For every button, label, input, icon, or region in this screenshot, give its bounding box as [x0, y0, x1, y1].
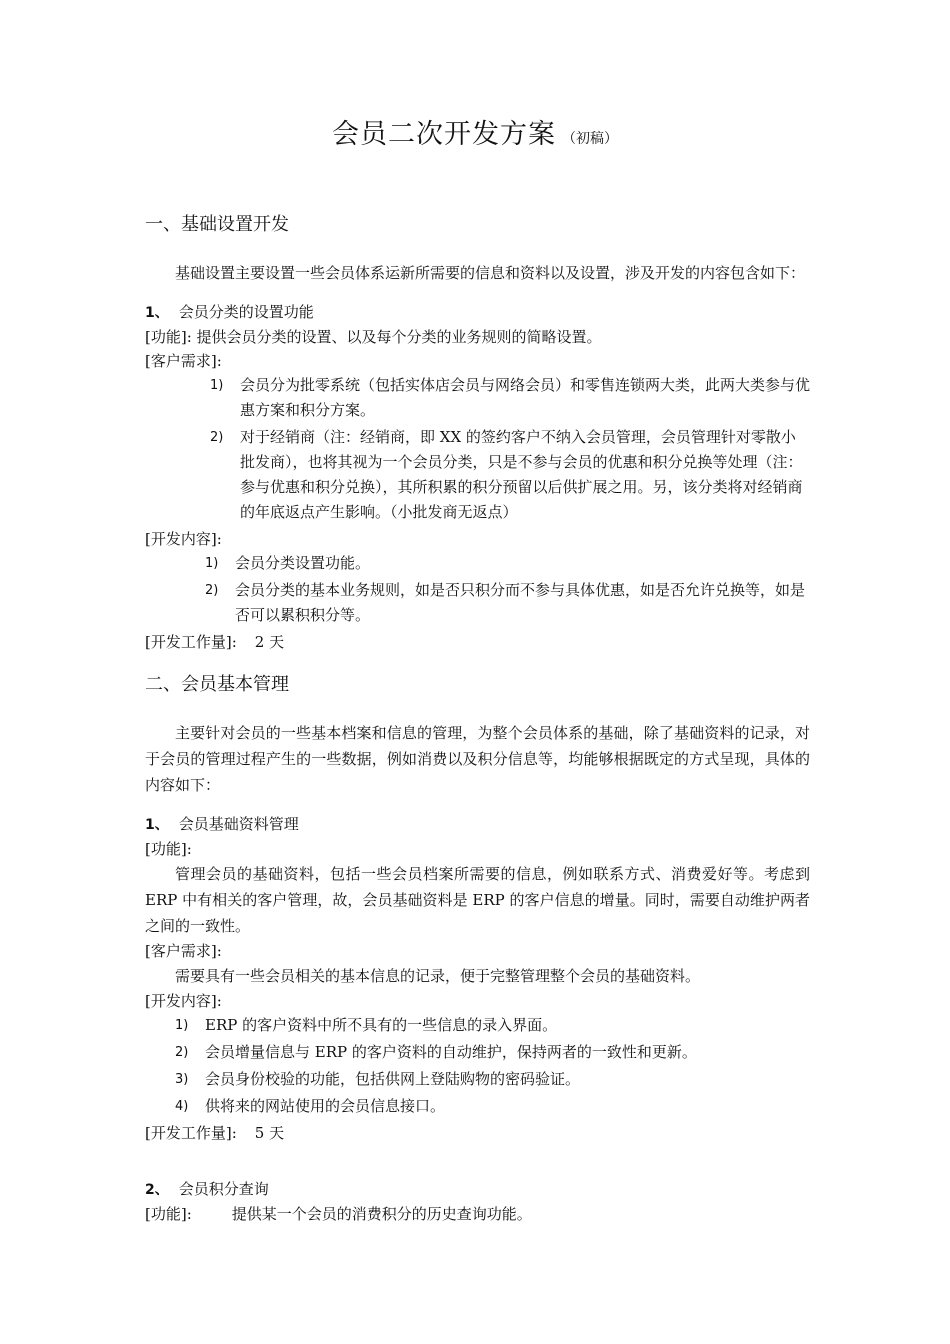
list-item-text: 会员身份校验的功能，包括供网上登陆购物的密码验证。: [205, 1070, 581, 1088]
list-marker: 1): [175, 1018, 189, 1033]
list-item: [145, 425, 810, 525]
list-item: [145, 373, 810, 423]
workload-label: [开发工作量]:: [145, 633, 237, 651]
workload-label: [开发工作量]:: [145, 1124, 237, 1142]
list-item: [145, 551, 810, 576]
section1-sub1-dev-label: [开发内容]:: [145, 530, 222, 548]
list-item: [145, 1040, 810, 1065]
list-item-text: ERP 的客户资料中所不具有的一些信息的录入界面。: [205, 1016, 558, 1034]
section2-sub1-dev-list: [145, 1013, 810, 1119]
title-draft-note: （初稿）: [562, 131, 618, 147]
section2-sub1-dev-label: [开发内容]:: [145, 992, 222, 1010]
list-item-text: 供将来的网站使用的会员信息接口。: [205, 1097, 446, 1115]
document-body: [145, 212, 810, 1226]
list-item-text: 会员分类的基本业务规则，如是否只积分而不参与具体优惠，如是否允许兑换等，如是否可以累积积分等。: [235, 581, 806, 624]
section2-sub1-heading: [145, 812, 810, 837]
list-item: [145, 1013, 810, 1038]
section2-sub2-title: 会员积分查询: [178, 1180, 269, 1198]
list-item-text: 会员增量信息与 ERP 的客户资料的自动维护，保持两者的一致性和更新。: [205, 1043, 697, 1061]
section2-sub2-function: 提供某一个会员的消费积分的历史查询功能。: [231, 1205, 532, 1223]
list-item-text: 对于经销商（注：经销商，即 XX 的签约客户不纳入会员管理，会员管理针对零散小批发商），也将其视为一个会员分类，只是不参与会员的优惠和积分兑换等处理（注：参与优惠和积分兑换），其所积累的积分预留以后供扩展之用。另，该分类将对经销商的年底返点产生影响。（小批发商无返点）: [240, 428, 803, 521]
list-marker: 1): [205, 556, 219, 571]
workload-value: 5 天: [254, 1124, 285, 1142]
title-main: 会员二次开发方案: [332, 119, 556, 150]
section2-sub1-req: 需要具有一些会员相关的基本信息的记录，便于完整管理整个会员的基础资料。: [175, 967, 701, 985]
section1-sub1-function: [功能]: 提供会员分类的设置、以及每个分类的业务规则的简略设置。: [145, 328, 602, 346]
section1-sub1-heading: [145, 300, 810, 325]
document-title: [0, 112, 950, 151]
section1-sub1-req-label: [客户需求]:: [145, 352, 222, 370]
list-marker: 2): [175, 1045, 189, 1060]
list-marker: 2): [210, 430, 224, 445]
list-item-text: 会员分为批零系统（包括实体店会员与网络会员）和零售连锁两大类，此两大类参与优惠方案和积分方案。: [240, 376, 811, 419]
section2-intro: 主要针对会员的一些基本档案和信息的管理，为整个会员体系的基础，除了基础资料的记录，对于会员的管理过程产生的一些数据，例如消费以及积分信息等，均能够根据既定的方式呈现，具体的内容如下：: [145, 724, 810, 794]
section2-sub1-workload: [145, 1121, 810, 1145]
list-item-text: 会员分类设置功能。: [235, 554, 371, 572]
list-item: [145, 1067, 810, 1092]
section2-sub2-function-line: [145, 1202, 810, 1226]
workload-value: 2 天: [254, 633, 285, 651]
list-marker: 3): [175, 1072, 189, 1087]
section1-heading: 一、基础设置开发: [145, 214, 289, 235]
section1-sub1-workload: [145, 630, 810, 654]
section1-intro: 基础设置主要设置一些会员体系运新所需要的信息和资料以及设置，涉及开发的内容包含如下：: [175, 264, 806, 282]
section2-sub1-title: 会员基础资料管理: [178, 815, 299, 833]
section2-sub2-function-label: [功能]:: [145, 1205, 192, 1223]
section2-sub1-function: 管理会员的基础资料，包括一些会员档案所需要的信息，例如联系方式、消费爱好等。考虑到 ERP 中有相关的客户管理，故，会员基础资料是 ERP 的客户信息的增量。同时，需要自动维护两者之间的一致性。: [145, 865, 810, 935]
section2-sub2-heading: [145, 1177, 810, 1202]
list-item: [145, 1094, 810, 1119]
section2-sub2-number: 2、: [145, 1182, 169, 1198]
section2-sub1-req-label: [客户需求]:: [145, 942, 222, 960]
section1-sub1-req-list: [145, 373, 810, 525]
section2-heading: 二、会员基本管理: [145, 674, 289, 695]
list-marker: 2): [205, 583, 219, 598]
list-marker: 4): [175, 1099, 189, 1114]
list-item: [145, 578, 810, 628]
section1-sub1-title: 会员分类的设置功能: [178, 303, 314, 321]
section1-sub1-number: 1、: [145, 305, 169, 321]
section2-sub1-number: 1、: [145, 817, 169, 833]
section2-sub1-function-label: [功能]:: [145, 840, 192, 858]
section1-sub1-dev-list: [145, 551, 810, 628]
list-marker: 1): [210, 378, 224, 393]
